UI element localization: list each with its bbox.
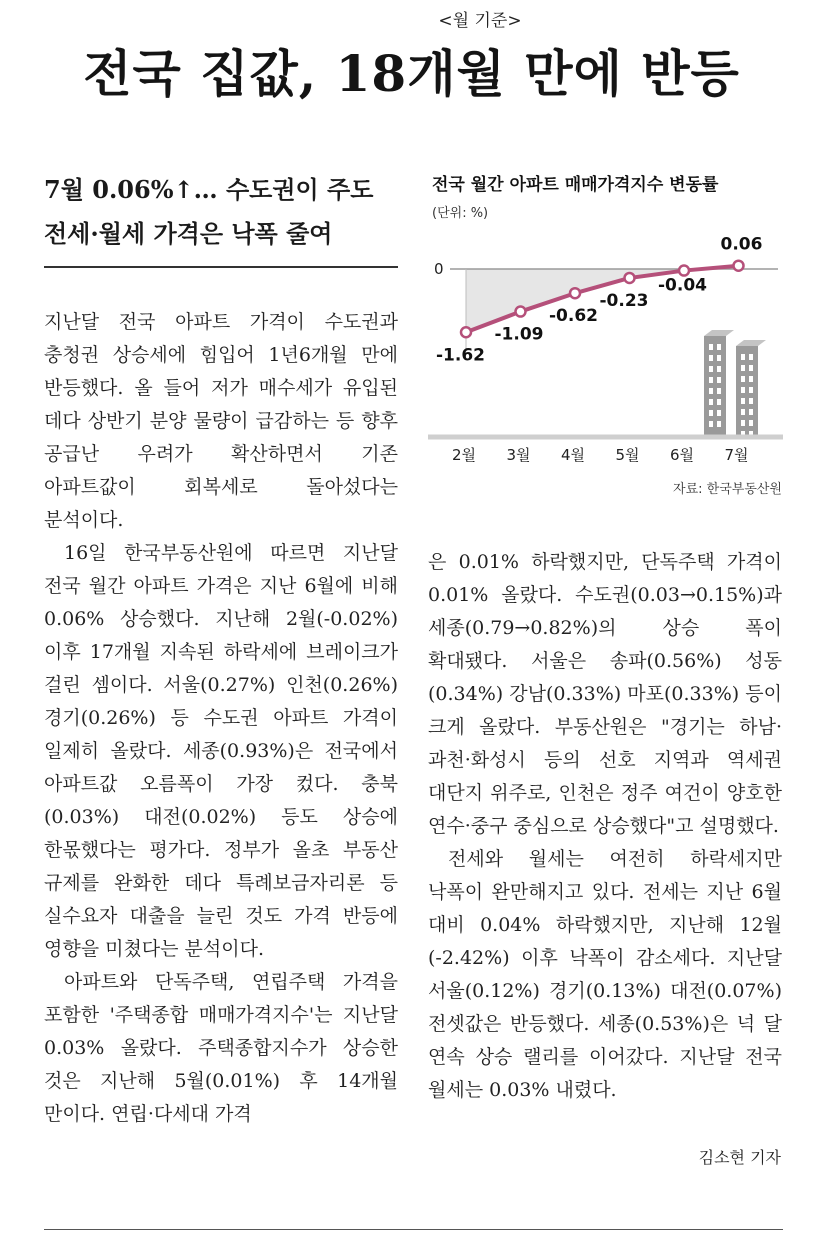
subhead-divider xyxy=(44,266,398,268)
price-index-chart xyxy=(428,166,788,506)
chart-unit: (단위: %) xyxy=(432,206,489,221)
chart-point xyxy=(625,273,635,283)
paragraph: 전세와 월세는 여전히 하락세지만 낙폭이 완만해지고 있다. 전세는 지난 6월 대비 0.04% 하락했지만, 지난해 12월(-2.42%) 이후 낙폭이 감소세다. 지난달 서울(0.12%) 경기(0.13%) 대전(0.07%) 전셋값은 반등했다. 세종(0.53%)은 넉 달 연속 상승 랠리를 이어갔다. 지난달 전국 월세는 0.03% 내렸다. xyxy=(428,848,782,1101)
chart-x-tick-label: 5월 xyxy=(615,446,640,464)
bottom-rule xyxy=(44,1229,783,1230)
chart-plot xyxy=(428,166,788,476)
chart-point xyxy=(734,261,744,271)
chart-data-label: -0.04 xyxy=(658,275,707,296)
chart-point xyxy=(516,307,526,317)
basis-label: <월 기준> xyxy=(438,11,522,31)
subhead-1: 7월 0.06%↑… 수도권이 주도 xyxy=(44,175,374,204)
chart-point xyxy=(679,266,689,276)
chart-x-tick-label: 4월 xyxy=(560,446,586,464)
chart-x-tick-label: 6월 xyxy=(669,446,695,464)
article-column-left xyxy=(44,306,398,1131)
chart-data-label: -1.62 xyxy=(436,345,485,366)
chart-source: 자료: 한국부동산원 xyxy=(673,482,782,497)
headline: 전국 집값, 18개월 만에 반등 xyxy=(83,44,740,103)
chart-point xyxy=(461,327,471,337)
paragraph: 16일 한국부동산원에 따르면 지난달 전국 월간 아파트 가격은 지난 6월에 비해 0.06% 상승했다. 지난해 2월(-0.02%) 이후 17개월 지속된 하락세에 브레이크가 걸린 셈이다. 서울(0.27%) 인천(0.26%) 경기(0.26%) 등 수도권 아파트 가격이 일제히 올랐다. 세종(0.93%)은 전국에서 아파트값 오름폭이 가장 컸다. 충북(0.03%) 대전(0.02%) 등도 상승에 한몫했다는 평가다. 정부가 올초 부동산 규제를 완화한 데다 특례보금자리론 등 실수요자 대출을 늘린 것도 가격 반등에 영향을 미쳤다는 분석이다. xyxy=(44,542,398,960)
chart-baseline-label: 0 xyxy=(434,260,444,278)
chart-data-label: 0.06 xyxy=(720,234,763,255)
paragraph: 은 0.01% 하락했지만, 단독주택 가격이 0.01% 올랐다. 수도권(0.03→0.15%)과 세종(0.79→0.82%)의 상승 폭이 확대됐다. 서울은 송파(0.56%) 성동(0.34%) 강남(0.33%) 마포(0.33%) 등이 크게 올랐다. 부동산원은 "경기는 하남·과천·화성시 등의 선호 지역과 역세권 대단지 위주로, 인천은 정주 여건이 양호한 연수·중구 중심으로 상승했다"고 설명했다. xyxy=(428,551,782,837)
chart-x-tick-label: 7월 xyxy=(724,446,749,464)
paragraph: 아파트와 단독주택, 연립주택 가격을 포함한 '주택종합 매매가격지수'는 지난달 0.03% 올랐다. 주택종합지수가 상승한 것은 지난해 5월(0.01%) 후 14개월 만이다. 연립·다세대 가격 xyxy=(44,971,398,1125)
paragraph: 지난달 전국 아파트 가격이 수도권과 충청권 상승세에 힘입어 1년6개월 만에 반등했다. 올 들어 저가 매수세가 유입된 데다 상반기 분양 물량이 급감하는 등 향후 공급난 우려가 확산하면서 기존 아파트값이 회복세로 돌아섰다는 분석이다. xyxy=(44,311,398,531)
building-icon xyxy=(704,330,734,436)
building-icon xyxy=(736,340,766,437)
chart-x-tick-label: 2월 xyxy=(451,446,477,464)
chart-point xyxy=(570,288,580,298)
chart-data-label: -0.23 xyxy=(599,290,649,311)
chart-data-label: -0.62 xyxy=(549,306,598,327)
chart-title: 전국 월간 아파트 매매가격지수 변동률 xyxy=(432,175,719,195)
subhead-2: 전세·월세 가격은 낙폭 줄여 xyxy=(44,219,333,248)
byline: 김소현 기자 xyxy=(698,1148,781,1167)
chart-x-tick-label: 3월 xyxy=(506,446,531,464)
article-column-right xyxy=(428,546,782,1107)
chart-data-label: -1.09 xyxy=(494,324,544,345)
